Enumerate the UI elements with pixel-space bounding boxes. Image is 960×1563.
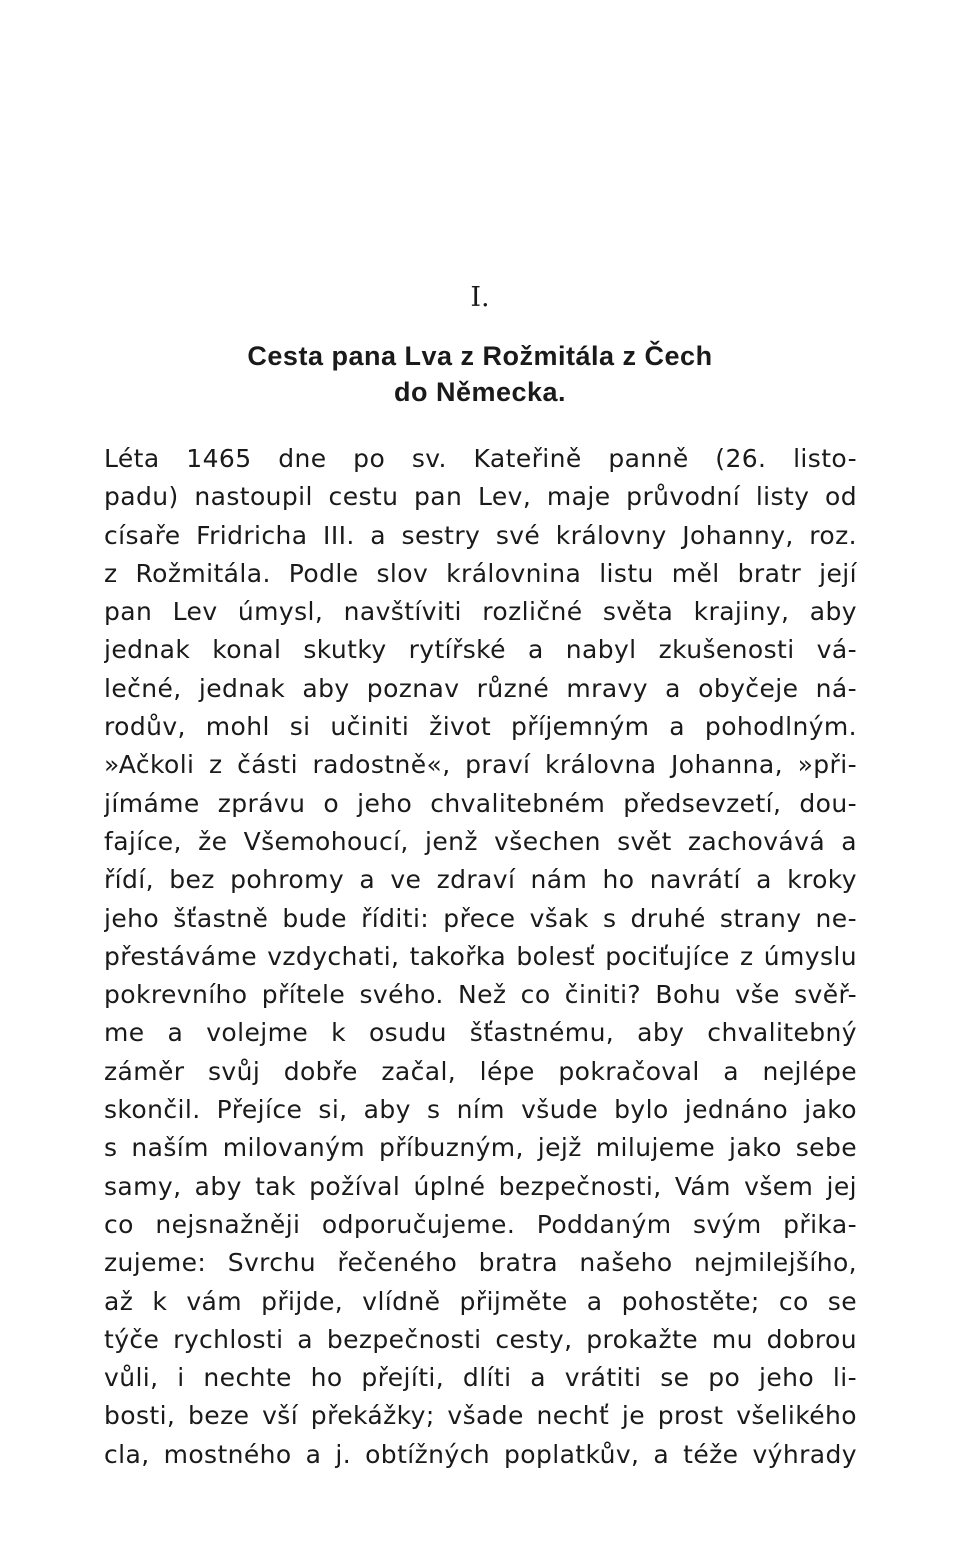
chapter-title-line-2: do Německa. (393, 377, 567, 407)
text-line: vůli, i nechte ho přejíti, dlíti a vrátiti se po jeho li- (104, 1363, 857, 1393)
text-line: záměr svůj dobře začal, lépe pokračoval a nejlépe (104, 1056, 857, 1086)
text-line: přestáváme vzdychati, takořka bolesť pociťujíce z úmyslu (104, 941, 857, 971)
text-line: s naším milovaným příbuzným, jejž milujeme jako sebe (104, 1133, 857, 1163)
body-text (104, 440, 857, 1474)
text-line: týče rychlosti a bezpečnosti cesty, prokažte mu dobrou (104, 1324, 857, 1354)
chapter-title-line-1: Cesta pana Lva z Rožmitála z Čech (247, 341, 713, 371)
text-line: padu) nastoupil cestu pan Lev, maje průvodní listy od (104, 482, 857, 512)
text-line: lečné, jednak aby poznav různé mravy a obyčeje ná- (104, 673, 857, 703)
text-line: samy, aby tak požíval úplné bezpečnosti, Vám všem jej (104, 1171, 857, 1201)
text-line: jeho šťastně bude říditi: přece však s druhé strany ne- (104, 903, 857, 933)
text-line: me a volejme k osudu šťastnému, aby chvalitebný (104, 1018, 857, 1048)
text-line: císaře Fridricha III. a sestry své královny Johanny, roz. (104, 520, 857, 550)
chapter-number: I. (470, 282, 490, 313)
text-line: bosti, beze vší překážky; všade nechť je prost všelikého (104, 1401, 857, 1431)
text-line: »Ačkoli z části radostně«, praví královna Johanna, »při- (104, 750, 857, 780)
text-line: Léta 1465 dne po sv. Kateřině panně (26. listo- (104, 444, 857, 473)
text-line: řídí, bez pohromy a ve zdraví nám ho navrátí a kroky (104, 865, 857, 895)
text-line: jednak konal skutky rytířské a nabyl zkušenosti vá- (104, 635, 857, 665)
text-line: z Rožmitála. Podle slov královnina listu měl bratr její (104, 558, 857, 588)
text-line: zujeme: Svrchu řečeného bratra našeho nejmilejšího, (104, 1248, 857, 1278)
text-line: rodův, mohl si učiniti život příjemným a pohodlným. (104, 712, 857, 742)
text-line: cla, mostného a j. obtížných poplatkův, a téže výhrady (104, 1439, 857, 1469)
text-line: až k vám přijde, vlídně přijměte a pohostěte; co se (104, 1286, 857, 1316)
text-line: co nejsnažněji odporučujeme. Poddaným svým přika- (104, 1209, 857, 1239)
text-line: pan Lev úmysl, navštíviti rozličné světa krajiny, aby (104, 597, 857, 627)
text-line: jímáme zprávu o jeho chvalitebném předsevzetí, dou- (104, 788, 857, 818)
text-line: pokrevního přítele svého. Než co činiti? Bohu vše svěř- (104, 980, 857, 1010)
text-line: fajíce, že Všemohoucí, jenž všechen svět zachovává a (104, 826, 857, 856)
text-line: skončil. Přejíce si, aby s ním všude bylo jednáno jako (104, 1095, 857, 1125)
